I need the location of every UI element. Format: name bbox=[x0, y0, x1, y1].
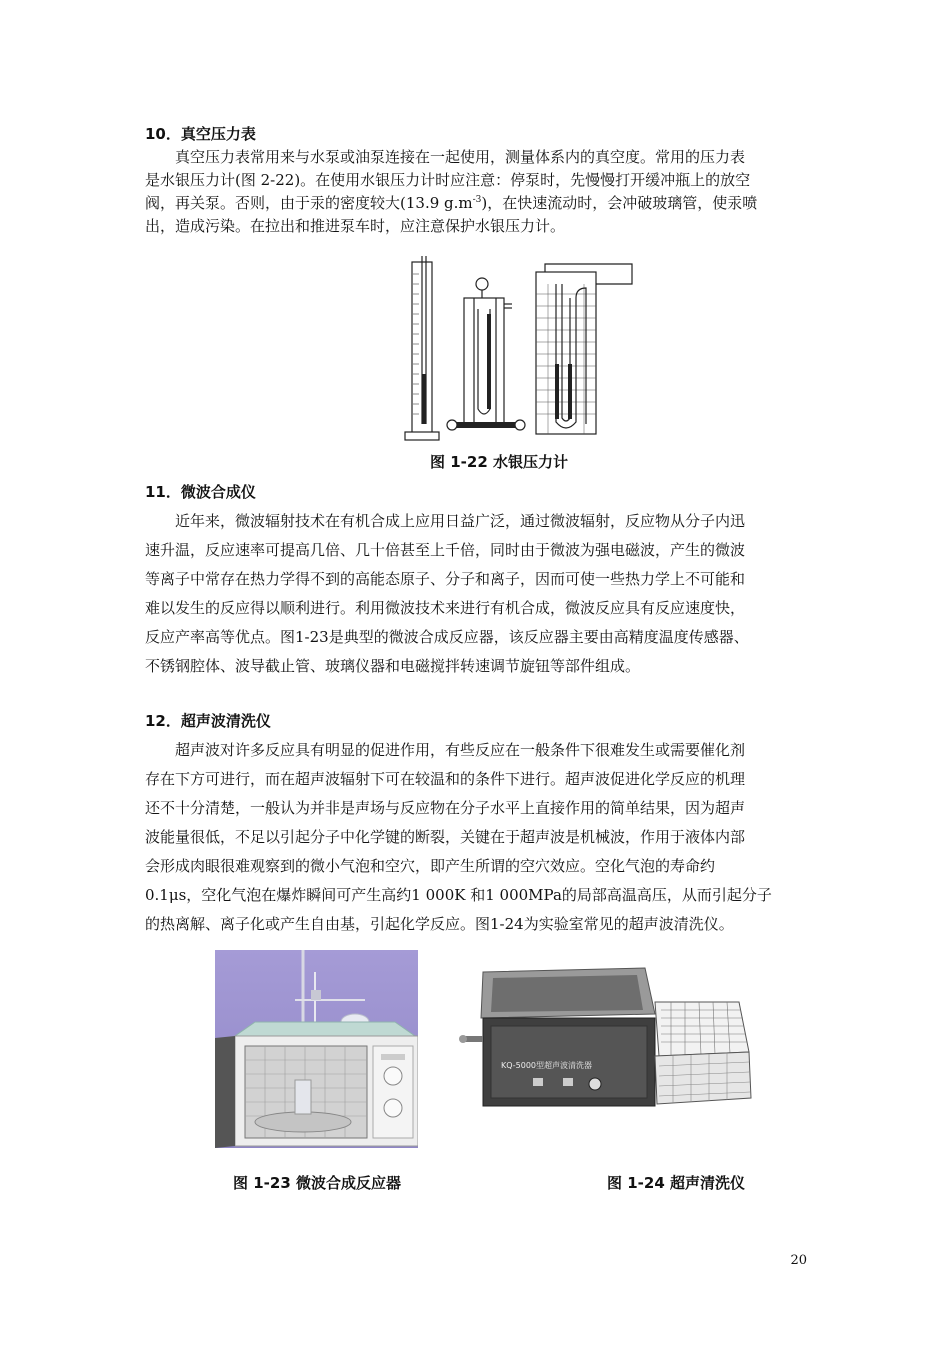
text-line: 还不十分清楚，一般认为并非是声场与反应物在分子水平上直接作用的简单结果，因为超声 bbox=[145, 799, 746, 817]
text-line: 难以发生的反应得以顺利进行。利用微波技术来进行有机合成，微波反应具有反应速度快， bbox=[145, 599, 746, 617]
text-line: 不锈钢腔体、波导截止管、玻璃仪器和电磁搅拌转速调节旋钮等部件组成。 bbox=[145, 657, 641, 675]
text-line-part: 阀，再关泵。否则，由于汞的密度较大(13.9 g.m bbox=[145, 194, 473, 212]
section-12-heading: 12．超声波清洗仪 bbox=[145, 712, 271, 730]
figure-1-22-manometer-drawing bbox=[400, 254, 635, 448]
figure-1-23-caption: 图 1-23 微波合成反应器 bbox=[233, 1174, 401, 1192]
section-10-paragraph bbox=[145, 146, 813, 238]
figure-1-22-caption: 图 1-22 水银压力计 bbox=[430, 453, 568, 471]
figure-1-24-caption: 图 1-24 超声清洗仪 bbox=[607, 1174, 745, 1192]
text-line bbox=[145, 192, 813, 215]
text-line: 出，造成污染。在拉出和推进泵车时，应注意保护水银压力计。 bbox=[145, 217, 566, 235]
text-line: 是水银压力计(图 2-22)。在使用水银压力计时应注意：停泵时，先慢慢打开缓冲瓶上的放空 bbox=[145, 171, 751, 189]
section-10-heading: 10．真空压力表 bbox=[145, 125, 256, 143]
section-12-paragraph bbox=[145, 736, 813, 939]
text-line: 速升温，反应速率可提高几倍、几十倍甚至上千倍，同时由于微波为强电磁波，产生的微波 bbox=[145, 541, 746, 559]
text-line: 的热离解、离子化或产生自由基，引起化学反应。图1-24为实验室常见的超声波清洗仪。 bbox=[145, 915, 734, 933]
text-line: 波能量很低，不足以引起分子中化学键的断裂，关键在于超声波是机械波，作用于液体内部 bbox=[145, 828, 746, 846]
figure-1-23-microwave-photo bbox=[215, 950, 418, 1152]
text-line: 真空压力表常用来与水泵或油泵连接在一起使用，测量体系内的真空度。常用的压力表 bbox=[145, 148, 746, 166]
text-line: 超声波对许多反应具有明显的促进作用，有些反应在一般条件下很难发生或需要催化剂 bbox=[145, 741, 746, 759]
text-line: 存在下方可进行，而在超声波辐射下可在较温和的条件下进行。超声波促进化学反应的机理 bbox=[145, 770, 746, 788]
text-line: 等离子中常存在热力学得不到的高能态原子、分子和离子，因而可使一些热力学上不可能和 bbox=[145, 570, 746, 588]
superscript: -3 bbox=[472, 195, 482, 205]
page-number: 20 bbox=[790, 1253, 807, 1268]
text-line: 反应产率高等优点。图1-23是典型的微波合成反应器，该反应器主要由高精度温度传感器、 bbox=[145, 628, 749, 646]
section-11-heading: 11．微波合成仪 bbox=[145, 483, 256, 501]
text-line: 0.1μs，空化气泡在爆炸瞬间可产生高约1 000K 和1 000MPa的局部高温高压，从而引起分子 bbox=[145, 886, 772, 904]
cleaner-panel-label: KQ-5000型超声波清洗器 bbox=[501, 1061, 593, 1070]
section-11-paragraph bbox=[145, 507, 813, 681]
figure-1-24-ultrasonic-cleaner-photo bbox=[455, 958, 755, 1122]
text-line: 会形成肉眼很难观察到的微小气泡和空穴，即产生所谓的空穴效应。空化气泡的寿命约 bbox=[145, 857, 716, 875]
text-line: 近年来，微波辐射技术在有机合成上应用日益广泛，通过微波辐射，反应物从分子内迅 bbox=[145, 512, 746, 530]
text-line-part: )，在快速流动时，会冲破玻璃管，使汞喷 bbox=[481, 194, 758, 212]
